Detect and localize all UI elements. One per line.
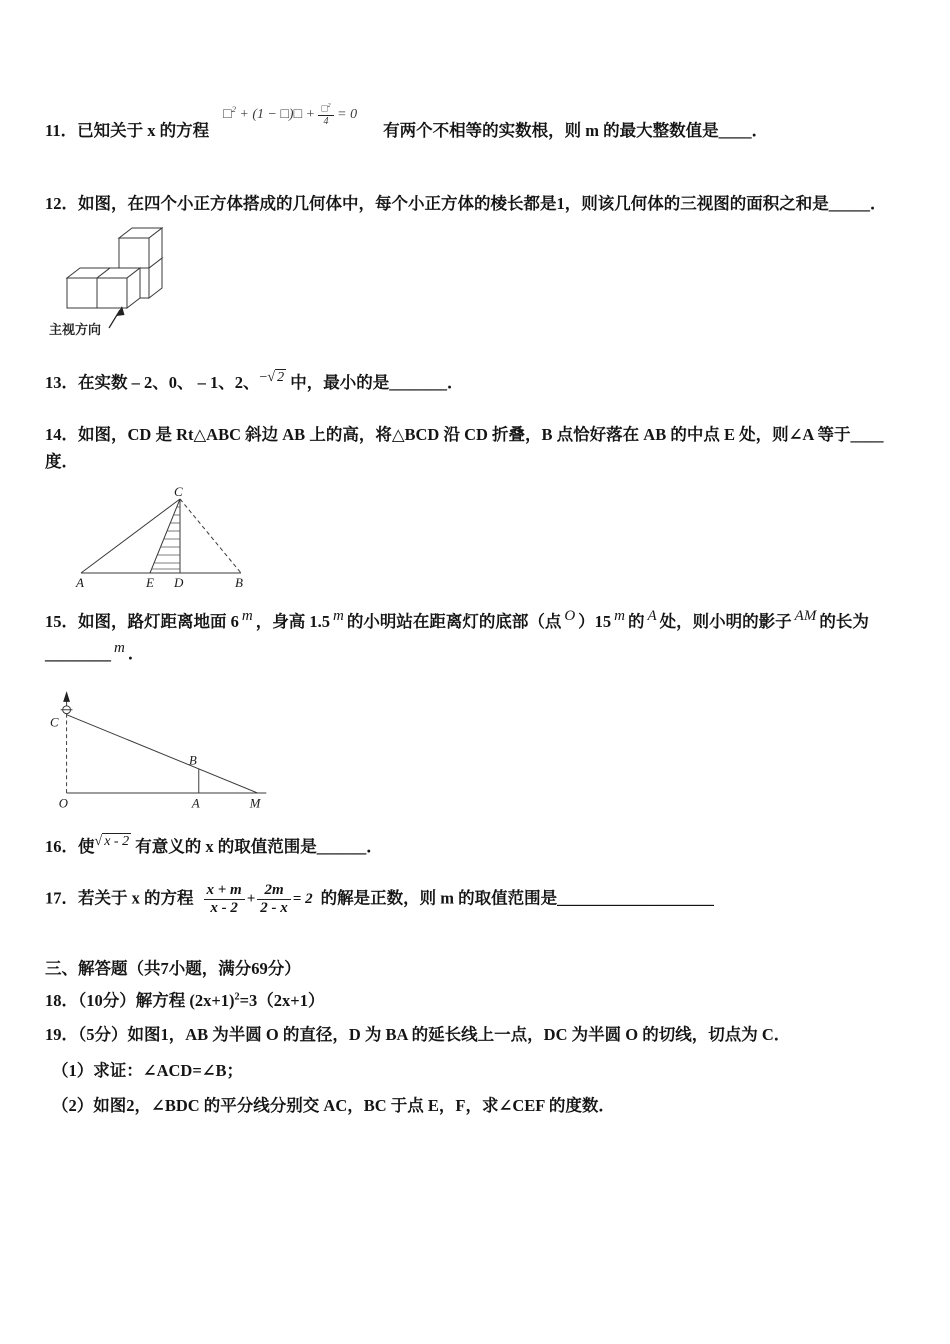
problem-13-number: 13． bbox=[45, 372, 78, 392]
section-3-header: 三、解答题（共7小题，满分69分） bbox=[45, 958, 301, 978]
problem-18-post: =3（2x+1） bbox=[239, 991, 325, 1011]
label-M: M bbox=[249, 796, 261, 811]
problem-18 bbox=[45, 988, 910, 1014]
radicand: x - 2 bbox=[104, 833, 130, 849]
fraction-denominator: x - 2 bbox=[210, 900, 238, 917]
fraction-numerator: x + m bbox=[204, 882, 245, 900]
problem-15 bbox=[45, 609, 910, 635]
view-direction-label: 主视方向 bbox=[49, 321, 102, 337]
eq-term: + (1 − □)□ + bbox=[235, 107, 319, 122]
fraction-numerator: 2m bbox=[257, 882, 291, 900]
problem-15-number: 15． bbox=[45, 612, 78, 631]
problem-12-text: 如图，在四个小正方体搭成的几何体中，每个小正方体的棱长都是1，则该几何体的三视图的面积之和是_____． bbox=[78, 194, 887, 214]
problem-14 bbox=[45, 422, 910, 475]
label-D: D bbox=[174, 575, 184, 590]
label-B: B bbox=[235, 575, 243, 590]
problem-15-text: ）15 bbox=[578, 612, 612, 631]
figure-triangle bbox=[73, 485, 258, 593]
problem-19-number: 19． bbox=[45, 1025, 78, 1045]
problem-15-text: 的长为 bbox=[819, 612, 869, 631]
problem-15-text: 的小明站在距离灯的底部（点 bbox=[346, 612, 562, 631]
problem-18-number: 18． bbox=[45, 991, 78, 1011]
figure-lamp bbox=[47, 676, 282, 814]
problem-15-answer-line bbox=[45, 641, 910, 667]
problem-13-post: 中，最小的是_______． bbox=[290, 372, 464, 392]
label-B: B bbox=[188, 753, 197, 768]
problem-13-pre: 在实数 – 2、0、 – 1、2、 bbox=[78, 372, 260, 392]
problem-17-number: 17． bbox=[45, 888, 78, 908]
sqrt-expression bbox=[95, 834, 132, 849]
radical-sign: √ bbox=[267, 369, 276, 385]
eq-term: = 0 bbox=[333, 107, 358, 122]
problem-11-pre: 已知关于 x 的方程 bbox=[77, 121, 210, 140]
problem-11-number: 11． bbox=[45, 121, 78, 140]
eq-term: □ bbox=[223, 107, 232, 122]
problem-14-line2: 度． bbox=[45, 451, 78, 471]
problem-15-text: 处，则小明的影子 bbox=[659, 612, 792, 631]
fraction-denominator: 2 - x bbox=[260, 900, 288, 917]
lamp-lines bbox=[61, 697, 267, 793]
sqrt-expression bbox=[267, 369, 286, 385]
fraction-numerator bbox=[318, 102, 333, 116]
problem-16 bbox=[45, 834, 910, 860]
problem-13 bbox=[45, 370, 910, 396]
plus-sign: + bbox=[246, 891, 256, 908]
problem-12 bbox=[45, 191, 910, 217]
problem-19-text: （5分）如图1，AB 为半圆 O 的直径，D 为 BA 的延长线上一点，DC 为半圆 O 的切线，切点为 C． bbox=[78, 1025, 791, 1045]
label-A: A bbox=[191, 796, 200, 811]
equation-17 bbox=[202, 882, 313, 918]
point-A: A bbox=[647, 608, 657, 624]
exponent: 2 bbox=[234, 991, 240, 1003]
radicand: 2 bbox=[277, 369, 285, 385]
problem-12-number: 12． bbox=[45, 194, 78, 214]
problem-17-post: 的解是正数，则 m 的取值范围是___________________ bbox=[320, 888, 714, 908]
arrowhead-icon bbox=[63, 691, 70, 702]
problem-15-text: 如图，路灯距离地面 6 bbox=[78, 612, 239, 631]
label-E: E bbox=[146, 575, 154, 590]
negative-sqrt-2 bbox=[260, 370, 287, 385]
label-O: O bbox=[58, 796, 68, 811]
problem-14-text: 如图，CD 是 Rt△ABC 斜边 AB 上的高，将△BCD 沿 CD 折叠，B 点恰好落在 AB 的中点 E 处，则∠A 等于____ bbox=[78, 425, 884, 445]
label-A: A bbox=[76, 575, 84, 590]
radical-sign: √ bbox=[94, 833, 103, 849]
unit-m: m bbox=[241, 608, 253, 624]
problem-14-number: 14． bbox=[45, 425, 78, 445]
point-O: O bbox=[564, 608, 576, 624]
eq-term: □ bbox=[321, 103, 328, 115]
eq-exponent: 2 bbox=[327, 102, 331, 110]
minus-sign: − bbox=[259, 369, 268, 385]
segment-AM: AM bbox=[794, 608, 817, 624]
problem-19-part2: （2）如图2，∠BDC 的平分线分别交 AC，BC 于点 E，F，求∠CEF 的度数． bbox=[52, 1096, 615, 1116]
problem-19-part1: （1）求证：∠ACD=∠B； bbox=[52, 1060, 244, 1080]
problem-16-post: 有意义的 x 的取值范围是______． bbox=[135, 836, 383, 856]
fraction-1 bbox=[204, 882, 245, 918]
answer-blank: ________ bbox=[45, 644, 111, 664]
eq-exponent: 2 bbox=[231, 104, 236, 115]
figure-cubes bbox=[47, 224, 197, 338]
problem-16-pre: 使 bbox=[78, 836, 95, 856]
label-C: C bbox=[49, 715, 59, 730]
equals-2: = 2 bbox=[292, 891, 313, 908]
fraction-2 bbox=[257, 882, 291, 918]
label-C: C bbox=[174, 485, 183, 499]
fraction-denominator: 4 bbox=[323, 115, 329, 127]
triangle-lines bbox=[81, 499, 241, 573]
unit-m: m bbox=[114, 640, 125, 657]
problem-17-pre: 若关于 x 的方程 bbox=[78, 888, 194, 908]
problem-19 bbox=[45, 1022, 910, 1048]
problem-15-text: ，身高 1.5 bbox=[255, 612, 330, 631]
unit-m: m bbox=[332, 608, 344, 624]
problem-18-pre: （10分）解方程 (2x+1) bbox=[78, 991, 235, 1011]
eq-fraction bbox=[318, 102, 333, 127]
problem-11-post: 有两个不相等的实数根，则 m 的最大整数值是____． bbox=[383, 121, 769, 140]
problem-15-text: 的 bbox=[628, 612, 645, 631]
period: ． bbox=[127, 644, 145, 664]
problem-11 bbox=[45, 102, 910, 145]
problem-16-number: 16． bbox=[45, 836, 78, 856]
problem-17 bbox=[45, 882, 910, 918]
problem-14-line1 bbox=[45, 422, 910, 448]
cubes-drawing bbox=[67, 228, 162, 308]
problem-11-equation bbox=[223, 102, 357, 127]
unit-m: m bbox=[614, 608, 625, 624]
